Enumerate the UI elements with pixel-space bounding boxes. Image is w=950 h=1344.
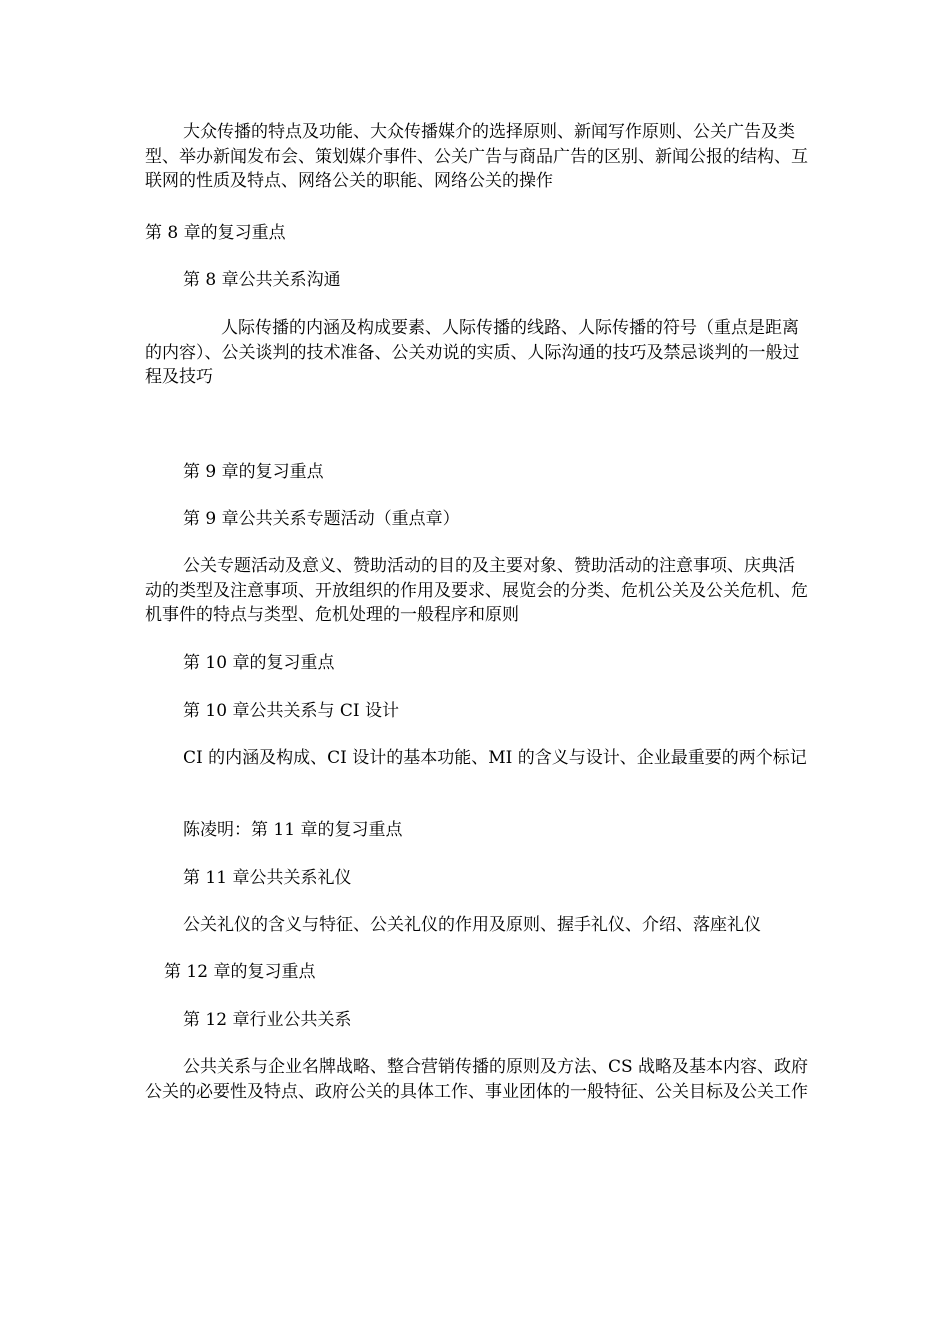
chapter-12-review-heading: 第 12 章的复习重点 [164,962,316,982]
chapter-11-review-heading: 陈凌明：第 11 章的复习重点 [183,820,403,840]
chapter-8-title: 第 8 章公共关系沟通 [183,270,341,290]
paragraph-special-activities: 公关专题活动及意义、赞助活动的目的及主要对象、赞助活动的注意事项、庆典活动的类型及注意事项、开放组织的作用及要求、展览会的分类、危机公关及公关危机、危机事件的特点与类型、危机处理的一般程序和原则 [145,556,808,625]
chapter-12-title: 第 12 章行业公共关系 [183,1010,352,1030]
chapter-11-title: 第 11 章公共关系礼仪 [183,868,352,888]
chapter-10-title: 第 10 章公共关系与 CI 设计 [183,701,399,721]
paragraph-etiquette: 公关礼仪的含义与特征、公关礼仪的作用及原则、握手礼仪、介绍、落座礼仪 [183,915,761,935]
paragraph-industry-pr: 公共关系与企业名牌战略、整合营销传播的原则及方法、CS 战略及基本内容、政府公关的必要性及特点、政府公关的具体工作、事业团体的一般特征、公关目标及公关工作 [145,1057,809,1102]
paragraph-mass-communication: 大众传播的特点及功能、大众传播媒介的选择原则、新闻写作原则、公关广告及类型、举办新闻发布会、策划媒介事件、公关广告与商品广告的区别、新闻公报的结构、互联网的性质及特点、网络公关的职能、网络公关的操作 [145,122,808,191]
chapter-8-review-heading: 第 8 章的复习重点 [145,223,286,243]
chapter-10-review-heading: 第 10 章的复习重点 [183,653,335,673]
chapter-9-title: 第 9 章公共关系专题活动（重点章） [183,509,460,529]
paragraph-ci-design: CI 的内涵及构成、CI 设计的基本功能、MI 的含义与设计、企业最重要的两个标记 [183,748,807,768]
chapter-9-review-heading: 第 9 章的复习重点 [183,462,324,482]
paragraph-interpersonal-communication: 人际传播的内涵及构成要素、人际传播的线路、人际传播的符号（重点是距离的内容）、公关谈判的技术准备、公关劝说的实质、人际沟通的技巧及禁忌谈判的一般过程及技巧 [145,318,800,387]
